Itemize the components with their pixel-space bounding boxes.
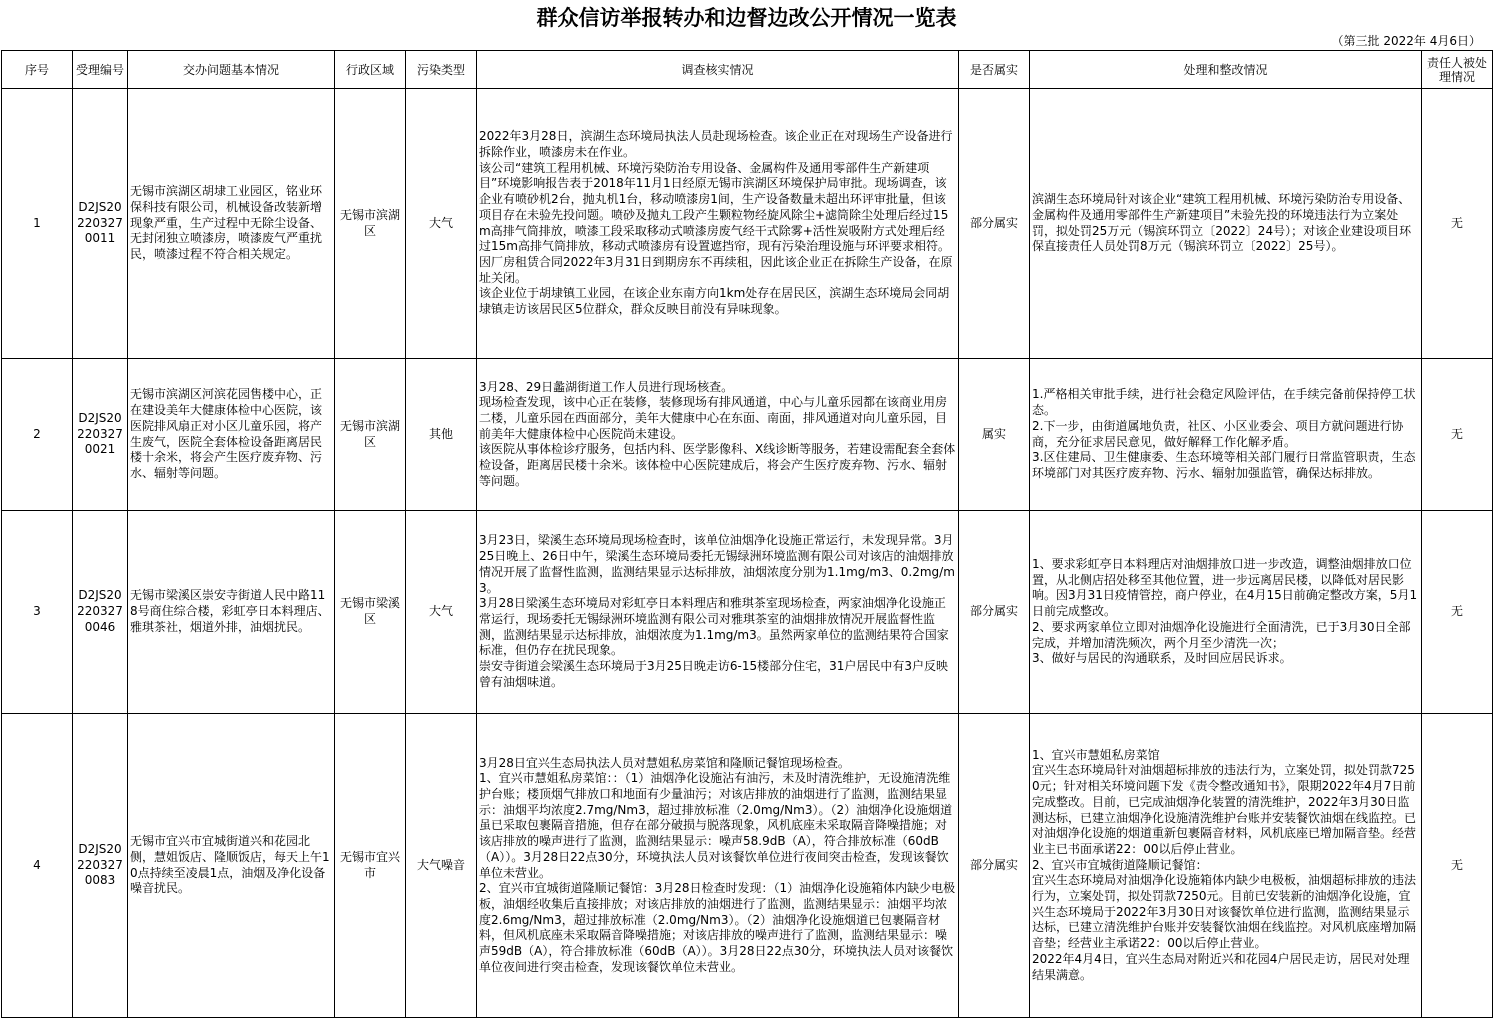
header-seq: 序号 [2, 51, 73, 89]
cell-code: D2JS202203270046 [73, 511, 128, 714]
cell-handling: 1、要求彩虹亭日本料理店对油烟排放口进一步改造，调整油烟排放口位置，从北侧店招处移至其他位置，进一步远离居民楼，以降低对居民影响。因3月31日疫情管控，商户停业，在4月15日前确定整改方案，5月1日前完成整改。 2、要求两家单位立即对油烟净化设施进行全面清洗，已于3月30日全部完成，并增加清洗频次，两个月至少清洗一次； 3、做好与居民的沟通联系，及时回应居民诉求。 [1030, 511, 1422, 714]
cell-accountability: 无 [1422, 359, 1493, 511]
cell-problem: 无锡市宜兴市宜城街道兴和花园北侧，慧姐饭店、隆顺饭店，每天上午10点持续至凌晨1点，油烟及净化设备噪音扰民。 [128, 714, 335, 1018]
cell-accountability: 无 [1422, 511, 1493, 714]
cell-seq: 3 [2, 511, 73, 714]
cell-investigation: 2022年3月28日，滨湖生态环境局执法人员赴现场检查。该企业正在对现场生产设备进行拆除作业，喷漆房未在作业。 该公司“建筑工程用机械、环境污染防治专用设备、金属构件及通用零部件生产新建项目”环境影响报告表于2018年11月1日经原无锡市滨湖区环境保护局审批。现场调查，该企业有喷砂机2台，抛丸机1台，移动喷漆房1间，生产设备数量未超出环评审批量，但该项目存在未验先投问题。喷砂及抛丸工段产生颗粒物经旋风除尘+滤筒除尘处理后经过15m高排气筒排放，喷漆工段采取移动式喷漆房废气经干式除雾+活性炭吸附方式处理后经过15m高排气筒排放，移动式喷漆房有设置遮挡帘，现有污染治理设施与环评要求相符。因厂房租赁合同2022年3月31日到期房东不再续租，因此该企业正在拆除生产设备，在原址关闭。 该企业位于胡埭镇工业园，在该企业东南方向1km处存在居民区，滨湖生态环境局会同胡埭镇走访该居民区5位群众，群众反映目前没有异味现象。 [477, 89, 959, 359]
page-title: 群众信访举报转办和边督边改公开情况一览表 [536, 5, 957, 30]
cell-handling: 1.严格相关审批手续，进行社会稳定风险评估，在手续完备前保持停工状态。 2.下一步，由街道属地负责，社区、小区业委会、项目方就问题进行协商，充分征求居民意见，做好解释工作化解矛盾。 3.区住建局、卫生健康委、生态环境等相关部门履行日常监管职责，生态环境部门对其医疗废弃物、污水、辐射加强监管，确保达标排放。 [1030, 359, 1422, 511]
cell-problem: 无锡市滨湖区胡埭工业园区，铭业环保科技有限公司，机械设备改装新增现象严重，生产过程中无除尘设备、无封闭独立喷漆房，喷漆废气严重扰民，喷漆过程不符合相关规定。 [128, 89, 335, 359]
cell-seq: 2 [2, 359, 73, 511]
cell-code: D2JS202203270011 [73, 89, 128, 359]
cell-region: 无锡市梁溪区 [335, 511, 406, 714]
cell-region: 无锡市滨湖区 [335, 89, 406, 359]
cell-verified: 属实 [959, 359, 1030, 511]
cell-region: 无锡市宜兴市 [335, 714, 406, 1018]
cell-seq: 1 [2, 89, 73, 359]
cell-pollution: 大气 [406, 89, 477, 359]
cell-investigation: 3月28日宜兴生态局执法人员对慧姐私房菜馆和隆顺记餐馆现场检查。 1、宜兴市慧姐私房菜馆：：（1）油烟净化设施沾有油污，未及时清洗维护，无设施清洗维护台账；楼顶烟气排放口和地面有少量油污；对该店排放的油烟进行了监测，监测结果显示：油烟平均浓度2.7mg/Nm3，超过排放标准（2.0mg/Nm3）。（2）油烟净化设施烟道虽已采取包裹隔音措施，但存在部分破损与脱落现象，风机底座未采取隔音降噪措施；对该店排放的噪声进行了监测，监测结果显示：噪声58.9dB（A），符合排放标准（60dB（A））。3月28日22点30分，环境执法人员对该餐饮单位进行夜间突击检查，发现该餐饮单位未营业。 2、宜兴市宜城街道隆顺记餐馆：3月28日检查时发现：（1）油烟净化设施箱体内缺少电极板，油烟经收集后直接排放；对该店排放的油烟进行了监测，监测结果显示：油烟平均浓度2.6mg/Nm3，超过排放标准（2.0mg/Nm3）。（2）油烟净化设施烟道已包裹隔音材料，但风机底座未采取隔音降噪措施；对该店排放的噪声进行了监测，监测结果显示：噪声59dB（A），符合排放标准（60dB（A））。3月28日22点30分，环境执法人员对该餐饮单位夜间进行突击检查，发现该餐饮单位未营业。 [477, 714, 959, 1018]
cell-problem: 无锡市梁溪区崇安寺街道人民中路118号商住综合楼，彩虹亭日本料理店、雅琪茶社，烟道外排，油烟扰民。 [128, 511, 335, 714]
cell-code: D2JS202203270083 [73, 714, 128, 1018]
cell-problem: 无锡市滨湖区河滨花园售楼中心，正在建设美年大健康体检中心医院，该医院排风扇正对小区儿童乐园，将产生废气，医院全套体检设备距离居民楼十余米，将会产生医疗废弃物、污水、辐射等问题。 [128, 359, 335, 511]
cell-accountability: 无 [1422, 89, 1493, 359]
cell-code: D2JS202203270021 [73, 359, 128, 511]
cell-investigation: 3月28、29日蠡湖街道工作人员进行现场核查。 现场检查发现，该中心正在装修，装修现场有排风通道，中心与儿童乐园都在该商业用房二楼，儿童乐园在西面部分，美年大健康中心在东面、南面，排风通道对向儿童乐园，目前美年大健康体检中心医院尚未建设。 该医院从事体检诊疗服务，包括内科、医学影像科、X线诊断等服务，若建设需配套全套体检设备，距离居民楼十余米。该体检中心医院建成后，将会产生医疗废弃物、污水、辐射等问题。 [477, 359, 959, 511]
cell-pollution: 大气噪音 [406, 714, 477, 1018]
cell-region: 无锡市滨湖区 [335, 359, 406, 511]
cell-verified: 部分属实 [959, 511, 1030, 714]
header-accountability: 责任人被处理情况 [1422, 51, 1493, 89]
table-row [2, 511, 1493, 714]
table-row [2, 359, 1493, 511]
cell-handling: 滨湖生态环境局针对该企业“建筑工程用机械、环境污染防治专用设备、金属构件及通用零部件生产新建项目”未验先投的环境违法行为立案处罚，拟处罚25万元（锡滨环罚立〔2022〕24号）；对该企业建设项目环保直接责任人员处罚8万元（锡滨环罚立〔2022〕25号）。 [1030, 89, 1422, 359]
header-region: 行政区域 [335, 51, 406, 89]
header-investigation: 调查核实情况 [477, 51, 959, 89]
cell-pollution: 大气 [406, 511, 477, 714]
cell-handling: 1、宜兴市慧姐私房菜馆 宜兴生态环境局针对油烟超标排放的违法行为，立案处罚，拟处罚款7250元；针对相关环境问题下发《责令整改通知书》，限期2022年4月7日前完成整改。目前，已完成油烟净化装置的清洗维护，2022年3月30日监测达标，已建立油烟净化设施清洗维护台账并安装餐饮油烟在线监控。已对油烟净化设施的烟道重新包裹隔音材料，风机底座已增加隔音垫。经营业主已书面承诺22：00以后停止营业。 2、宜兴市宜城街道隆顺记餐馆： 宜兴生态环境局对油烟净化设施箱体内缺少电极板，油烟超标排放的违法行为，立案处罚，拟处罚款7250元。目前已安装新的油烟净化设施，宜兴生态环境局于2022年3月30日对该餐饮单位进行监测，监测结果显示达标，已建立清洗维护台账并安装餐饮油烟在线监控。对风机底座增加隔音垫；经营业主承诺22：00以后停止营业。 2022年4月4日，宜兴生态局对附近兴和花园4户居民走访，居民对处理结果满意。 [1030, 714, 1422, 1018]
header-handling: 处理和整改情况 [1030, 51, 1422, 89]
cell-investigation: 3月23日，梁溪生态环境局现场检查时，该单位油烟净化设施正常运行，未发现异常。3月25日晚上、26日中午，梁溪生态环境局委托无锡绿洲环境监测有限公司对该店的油烟排放情况开展了监督性监测，监测结果显示达标排放，油烟浓度分别为1.1mg/m3、0.2mg/m3。 3月28日梁溪生态环境局对彩虹亭日本料理店和雅琪茶室现场检查，两家油烟净化设施正常运行，现场委托无锡绿洲环境监测有限公司对雅琪茶室的油烟排放情况开展监督性监测，监测结果显示达标排放，油烟浓度为1.1mg/m3。虽然两家单位的监测结果符合国家标准，但仍存在扰民现象。 崇安寺街道会梁溪生态环境局于3月25日晚走访6-15楼部分住宅，31户居民中有3户反映曾有油烟味道。 [477, 511, 959, 714]
batch-date: （第三批 2022年 4月6日） [1331, 34, 1481, 48]
header-problem: 交办问题基本情况 [128, 51, 335, 89]
table-header-row [2, 51, 1493, 89]
cell-verified: 部分属实 [959, 714, 1030, 1018]
header-verified: 是否属实 [959, 51, 1030, 89]
complaint-table [1, 50, 1493, 1018]
table-row [2, 714, 1493, 1018]
cell-seq: 4 [2, 714, 73, 1018]
header-pollution: 污染类型 [406, 51, 477, 89]
header-code: 受理编号 [73, 51, 128, 89]
table-row [2, 89, 1493, 359]
cell-accountability: 无 [1422, 714, 1493, 1018]
cell-verified: 部分属实 [959, 89, 1030, 359]
cell-pollution: 其他 [406, 359, 477, 511]
